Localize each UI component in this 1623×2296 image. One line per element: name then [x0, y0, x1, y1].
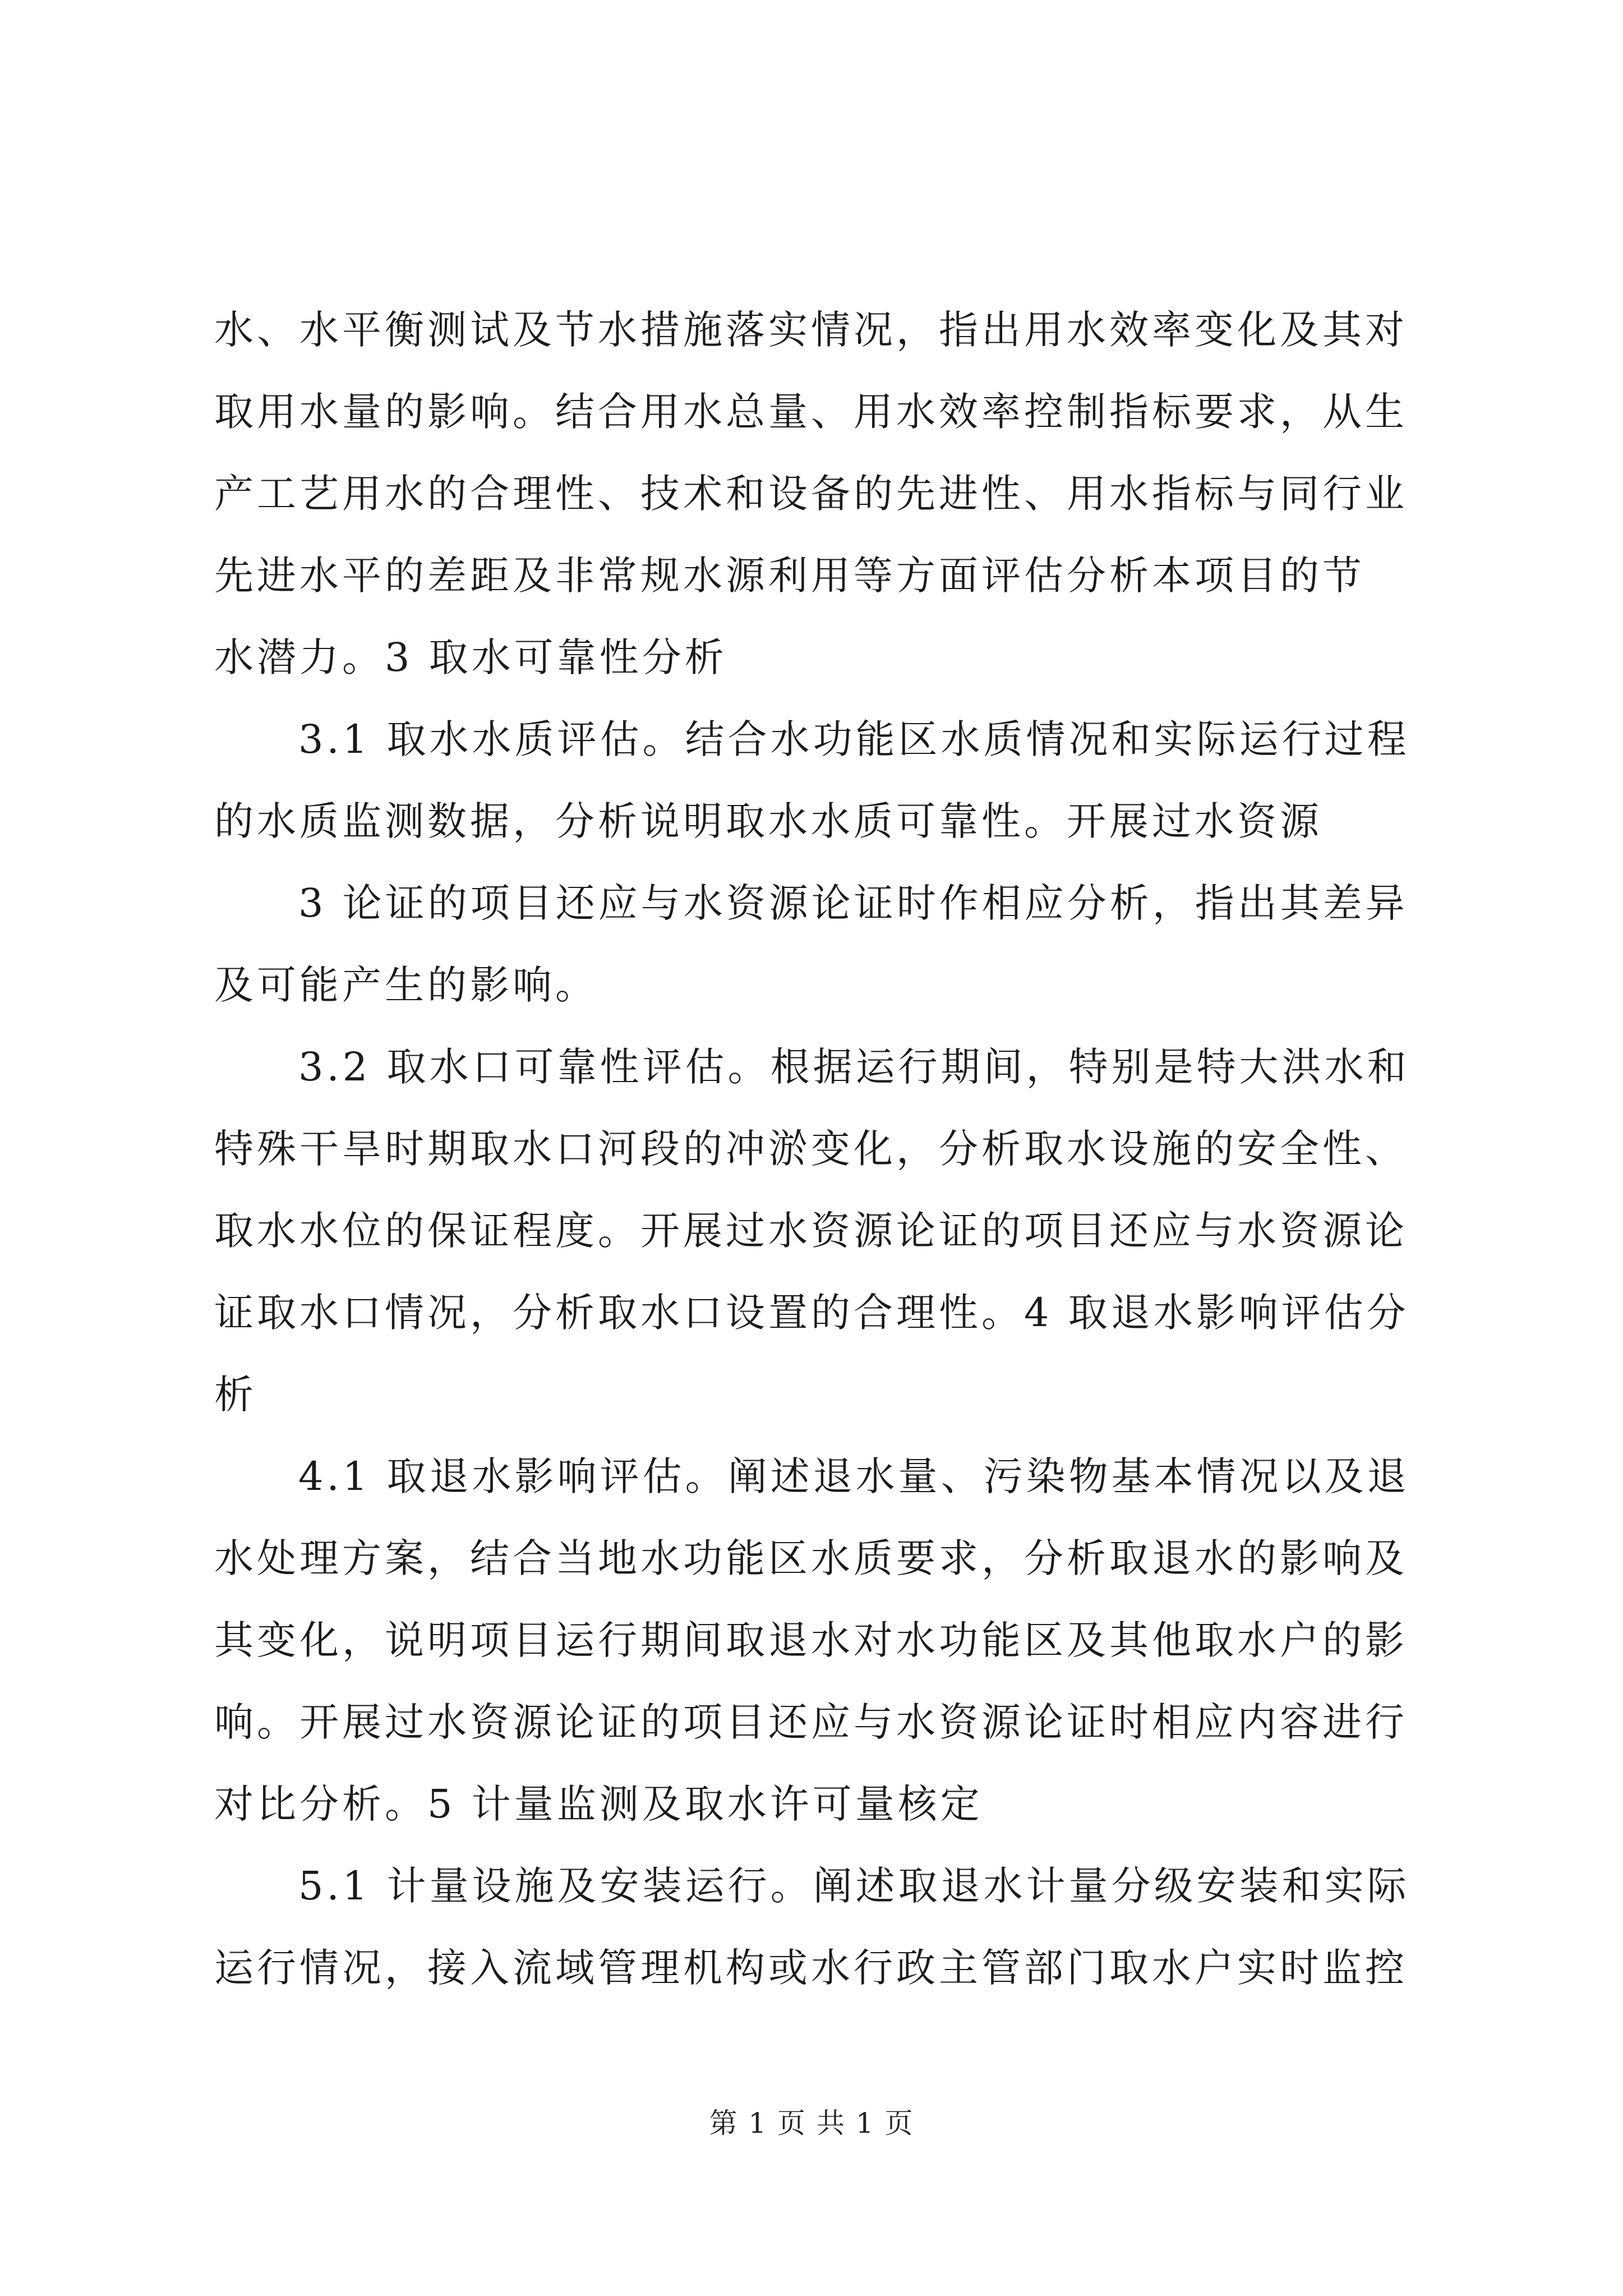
- page-number-footer: 第 1 页 共 1 页: [709, 2107, 914, 2139]
- document-body: [214, 289, 1420, 2009]
- text-line: 运行情况，接入流域管理机构或水行政主管部门取水户实时监控: [214, 1945, 1408, 1991]
- text-line: 3.2 取水口可靠性评估。根据运行期间，特别是特大洪水和: [298, 1044, 1410, 1090]
- text-line: 其变化，说明项目运行期间取退水对水功能区及其他取水户的影: [214, 1617, 1408, 1663]
- text-line: 3 论证的项目还应与水资源论证时作相应分析，指出其差异: [298, 880, 1408, 926]
- text-line: 取用水量的影响。结合用水总量、用水效率控制指标要求，从生: [214, 389, 1408, 435]
- text-line: 4.1 取退水影响评估。阐述退水量、污染物基本情况以及退: [298, 1453, 1410, 1499]
- text-line: 特殊干旱时期取水口河段的冲淤变化，分析取水设施的安全性、: [214, 1126, 1408, 1172]
- text-line: 证取水口情况，分析取水口设置的合理性。4 取退水影响评估分: [214, 1290, 1409, 1336]
- text-line: 的水质监测数据，分析说明取水水质可靠性。开展过水资源: [214, 798, 1322, 844]
- text-line: 及可能产生的影响。: [214, 962, 598, 1008]
- text-line: 水、水平衡测试及节水措施落实情况，指出用水效率变化及其对: [214, 307, 1408, 353]
- text-line: 水处理方案，结合当地水功能区水质要求，分析取退水的影响及: [214, 1535, 1408, 1581]
- text-line: 析: [214, 1372, 257, 1418]
- text-line: 取水水位的保证程度。开展过水资源论证的项目还应与水资源论: [214, 1208, 1408, 1254]
- text-line: 先进水平的差距及非常规水源利用等方面评估分析本项目的节: [214, 553, 1365, 599]
- text-line: 3.1 取水水质评估。结合水功能区水质情况和实际运行过程: [298, 716, 1410, 762]
- text-line: 响。开展过水资源论证的项目还应与水资源论证时相应内容进行: [214, 1699, 1408, 1745]
- text-line: 5.1 计量设施及安装运行。阐述取退水计量分级安装和实际: [298, 1863, 1410, 1909]
- text-line: 水潜力。3 取水可靠性分析: [214, 634, 727, 680]
- text-line: 产工艺用水的合理性、技术和设备的先进性、用水指标与同行业: [214, 471, 1408, 517]
- text-line: 对比分析。5 计量监测及取水许可量核定: [214, 1781, 983, 1827]
